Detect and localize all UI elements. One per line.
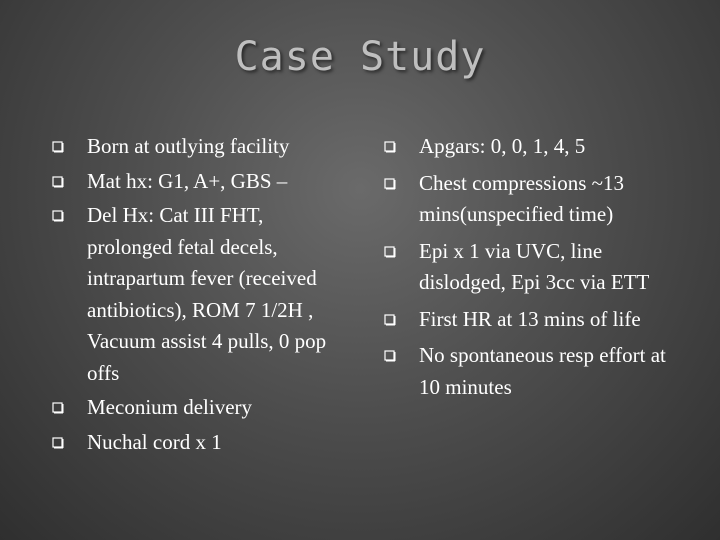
list-item-text: No spontaneous resp effort at 10 minutes [419, 343, 666, 399]
list-item [50, 131, 340, 163]
list-item-text: Born at outlying facility [87, 134, 290, 158]
list-item [382, 304, 682, 336]
list-item [50, 427, 340, 459]
hollow-square-bullet-icon [384, 350, 396, 362]
hollow-square-bullet-icon [52, 402, 64, 414]
list-item-text: Chest compressions ~13 mins(unspecified time) [419, 170, 625, 226]
hollow-square-bullet-icon [384, 141, 396, 153]
hollow-square-bullet-icon [52, 437, 64, 449]
hollow-square-bullet-icon [52, 141, 64, 153]
list-item-text: Meconium delivery [87, 395, 253, 419]
left-bullet-list [50, 131, 340, 461]
list-item-text: Apgars: 0, 0, 1, 4, 5 [419, 134, 586, 158]
list-item-text: First HR at 13 mins of life [419, 306, 641, 331]
hollow-square-bullet-icon [384, 314, 396, 326]
list-item-text: Nuchal cord x 1 [87, 429, 222, 454]
list-item [382, 168, 682, 231]
list-item-text: Mat hx: G1, A+, GBS – [87, 168, 288, 193]
hollow-square-bullet-icon [384, 246, 396, 258]
list-item [382, 131, 682, 163]
list-item [50, 200, 340, 389]
list-item [382, 236, 682, 299]
slide-title: Case Study [234, 34, 486, 80]
hollow-square-bullet-icon [52, 176, 64, 188]
hollow-square-bullet-icon [52, 210, 64, 222]
list-item [50, 166, 340, 198]
right-bullet-list [382, 131, 682, 408]
list-item [382, 340, 682, 403]
hollow-square-bullet-icon [384, 178, 396, 190]
list-item-text: Epi x 1 via UVC, line dislodged, Epi 3cc via ETT [419, 238, 650, 294]
list-item [50, 392, 340, 424]
list-item-text: Del Hx: Cat III FHT, prolonged fetal decels, intrapartum fever (received antibiotics), ROM 7 1/2H , Vacuum assist 4 pulls, 0 pop offs [87, 203, 327, 385]
